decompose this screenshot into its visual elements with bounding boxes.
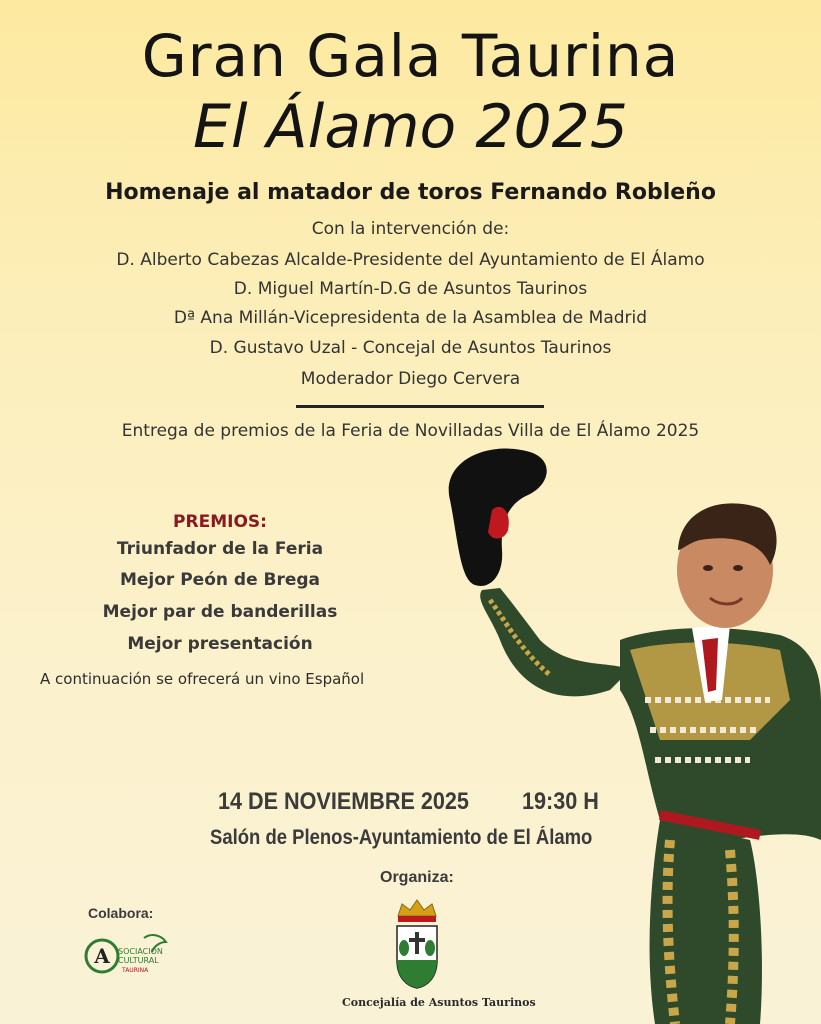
asociacion-cultural-logo [82, 928, 172, 984]
title-line-1: Gran Gala Taurina [141, 22, 680, 90]
wine-note: A continuación se ofrecerá un vino Español [40, 670, 365, 688]
speaker-1: D. Alberto Cabezas Alcalde-Presidente del Ayuntamiento de El Álamo [116, 250, 705, 270]
event-date: 14 DE NOVIEMBRE 2025 [218, 788, 469, 815]
prizes-title: PREMIOS: [173, 512, 267, 532]
municipal-shield-icon [392, 898, 442, 990]
speaker-3: Dª Ana Millán-Vicepresidenta de la Asamblea de Madrid [173, 308, 648, 328]
divider [296, 405, 544, 408]
event-venue: Salón de Plenos-Ayuntamiento de El Álamo [210, 826, 593, 849]
logo-word-3: TAURINA [122, 967, 149, 974]
speaker-4: D. Gustavo Uzal - Concejal de Asuntos Taurinos [209, 338, 612, 358]
prize-item: Mejor par de banderillas [102, 602, 338, 622]
prize-item: Mejor presentación [127, 634, 313, 654]
logo-word-1: SOCIACIÓN [118, 947, 163, 956]
colabora-label: Colabora: [88, 905, 154, 921]
organizer-name: Concejalía de Asuntos Taurinos [342, 996, 536, 1009]
logo-initial: A [94, 944, 110, 968]
subtitle: Homenaje al matador de toros Fernando Robleño [105, 180, 716, 205]
event-time: 19:30 H [522, 788, 599, 815]
speaker-moderator: Moderador Diego Cervera [300, 369, 521, 389]
awards-line: Entrega de premios de la Feria de Novilladas Villa de El Álamo 2025 [121, 421, 700, 441]
prize-item: Triunfador de la Feria [116, 539, 324, 559]
organiza-label: Organiza: [380, 869, 454, 886]
prize-item: Mejor Peón de Brega [119, 570, 321, 590]
speaker-2: D. Miguel Martín-D.G de Asuntos Taurinos [233, 279, 588, 299]
participants-intro: Con la intervención de: [311, 219, 510, 239]
title-line-2: El Álamo 2025 [192, 92, 629, 162]
logo-word-2: CULTURAL [118, 956, 159, 965]
bullfighter-illustration [430, 440, 821, 1024]
